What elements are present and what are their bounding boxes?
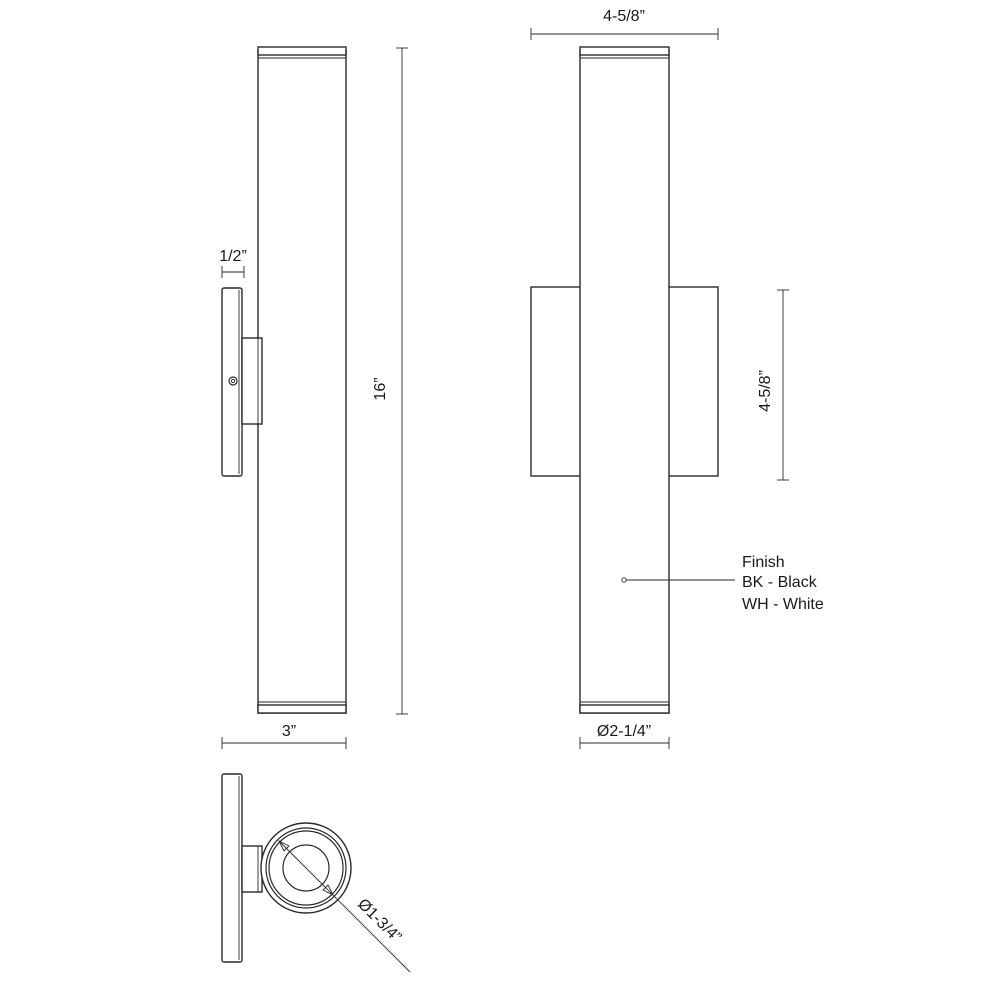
finish-option-black: BK - Black	[742, 574, 817, 591]
side-top-cap	[258, 47, 346, 55]
dim-front-width	[531, 8, 718, 40]
dim-tube-diameter	[580, 723, 669, 749]
dim-backplate-height-label: 4-5/8”	[757, 370, 774, 412]
side-bottom-cap	[258, 705, 346, 713]
dim-side-depth	[219, 248, 247, 278]
finish-heading: Finish	[742, 554, 785, 571]
dim-tube-diameter-label: Ø2-1/4”	[596, 723, 652, 740]
top-view	[222, 774, 410, 972]
front-bottom-cap	[580, 705, 669, 713]
dim-side-width	[222, 723, 346, 749]
front-tube	[580, 50, 669, 713]
top-mount-arm	[242, 846, 262, 892]
dim-backplate-height	[757, 290, 789, 480]
dim-side-depth-label: 1/2”	[219, 248, 247, 265]
dim-height-label: 16”	[372, 377, 389, 401]
side-view	[219, 47, 408, 749]
front-top-cap	[580, 47, 669, 55]
side-tube	[258, 50, 346, 713]
front-view	[531, 8, 824, 749]
side-mount-arm	[242, 338, 262, 424]
dim-height	[372, 48, 408, 714]
dim-side-width-label: 3”	[281, 723, 297, 740]
dim-top-diameter-label: Ø1-3/4”	[353, 895, 405, 947]
finish-option-white: WH - White	[742, 596, 824, 613]
dim-front-width-label: 4-5/8”	[603, 8, 645, 25]
